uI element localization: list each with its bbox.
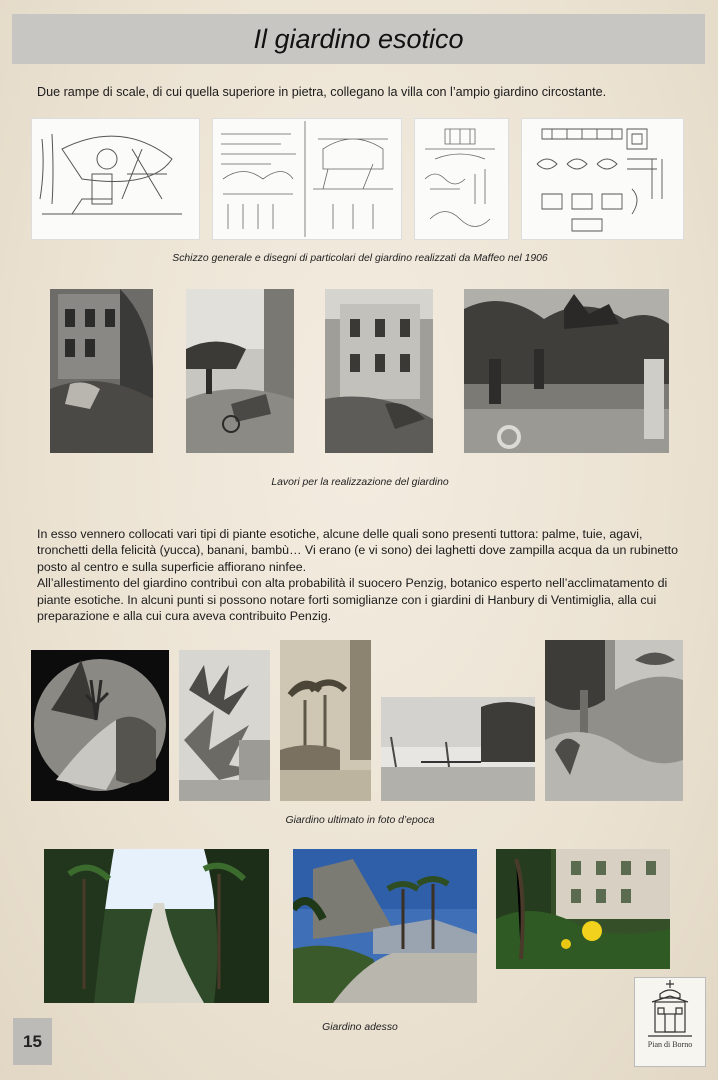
intro-text: Due rampe di scale, di cui quella superiore in pietra, collegano la villa con l’ampio giardino circostante. xyxy=(37,85,607,99)
photo-works-4 xyxy=(464,289,669,453)
sketch-patterns xyxy=(521,118,684,240)
page-title: Il giardino esotico xyxy=(253,23,464,54)
body-paragraph-2: All’allestimento del giardino contribuì con alta probabilità il suocero Penzig, botanico esperto nell’acclimatamento di piante esotiche. In alcuni punti si possono notare forti somiglianze con i giardini di Hanbury di Ventimiglia, alla cui preparazione e alla cui cura aveva contribuito Penzig. xyxy=(37,576,668,624)
sketch-general xyxy=(31,118,200,240)
caption-today: Giardino adesso xyxy=(322,1022,398,1033)
photo-today-1 xyxy=(44,849,269,1003)
photo-historic-2 xyxy=(179,650,270,801)
sketch-details xyxy=(414,118,509,240)
church-icon xyxy=(646,978,694,1040)
pian-di-borno-logo xyxy=(634,977,706,1067)
photo-historic-5 xyxy=(545,640,683,801)
page-number: 15 xyxy=(13,1018,52,1065)
photo-today-3 xyxy=(496,849,670,969)
photo-historic-1 xyxy=(31,650,169,801)
body-paragraph-1: In esso vennero collocati vari tipi di piante esotiche, alcune delle quali sono presenti tuttora: palme, tuie, agavi, tronchetti della felicità (yucca), banani, bambù… Vi erano (e vi sono) dei laghetti dove zampilla acqua da un rubinetto posto al centro e sulla superficie affiorano ninfee. xyxy=(37,527,679,574)
caption-historic: Giardino ultimato in foto d’epoca xyxy=(285,815,435,826)
body-text xyxy=(37,526,687,624)
photo-historic-4 xyxy=(381,697,535,801)
photo-works-2 xyxy=(186,289,294,453)
title-bar xyxy=(12,14,705,64)
photo-works-3 xyxy=(325,289,433,453)
caption-sketches: Schizzo generale e disegni di particolari del giardino realizzati da Maffeo nel 1906 xyxy=(172,253,548,264)
sketch-notebook xyxy=(212,118,402,240)
photo-historic-3 xyxy=(280,640,371,801)
photo-works-1 xyxy=(50,289,153,453)
photo-today-2 xyxy=(293,849,477,1003)
caption-works: Lavori per la realizzazione del giardino xyxy=(271,477,449,488)
logo-text: Pian di Borno xyxy=(647,1040,693,1049)
